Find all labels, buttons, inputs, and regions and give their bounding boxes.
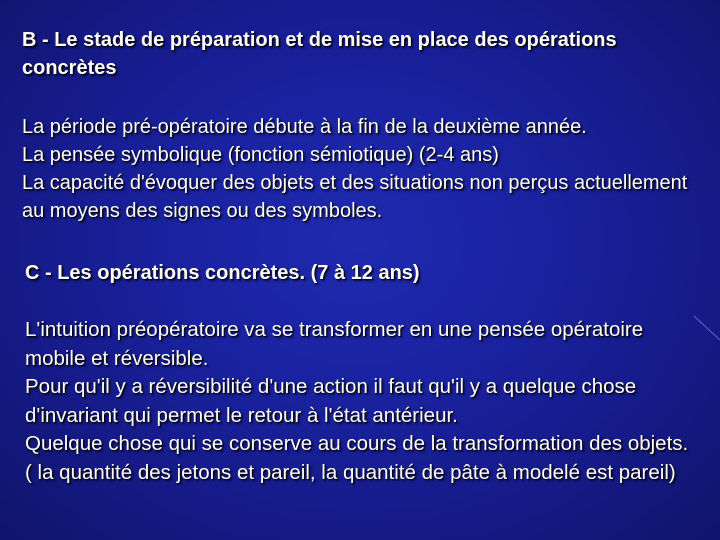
section-c-heading: C - Les opérations concrètes. (7 à 12 ans): [25, 262, 420, 284]
section-b-heading: B - Le stade de préparation et de mise en place des opérations concrètes: [22, 29, 617, 79]
section-b-body: La période pré-opératoire débute à la fin de la deuxième année. La pensée symbolique (fonction sémiotique) (2-4 ans) La capacité d'évoquer des objets et des situations non perçus actuellement au moyens des signes ou des symboles.: [22, 116, 688, 222]
section-c-body: L'intuition préopératoire va se transformer en une pensée opératoire mobile et réversible. Pour qu'il y a réversibilité d'une action il faut qu'il y a quelque chose d'invariant qui permet le retour à l'état antérieur. Quelque chose qui se conserve au cours de la transformation des objets. ( la quantité des jetons et pareil, la quantité de pâte à modelé est pareil): [25, 318, 689, 484]
decorative-line: [690, 310, 720, 350]
